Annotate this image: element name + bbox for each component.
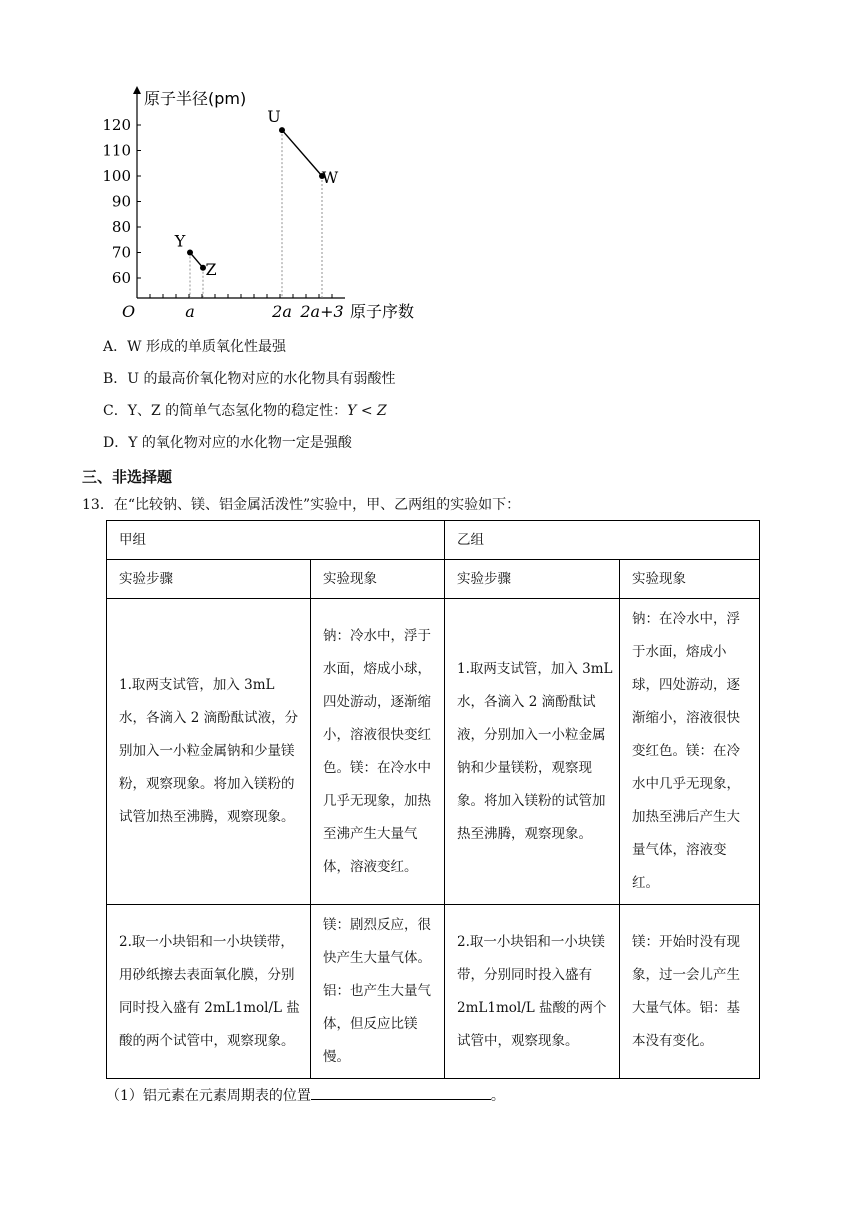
col-steps-b: 实验步骤 <box>445 560 620 599</box>
chart-plot <box>102 86 414 321</box>
option-c <box>103 400 396 432</box>
row2-b-steps: 2.取一小块铝和一小块镁带，分别同时投入盛有 2mL1mol/L 盐酸的两个试管中，观察现象。 <box>445 905 620 1079</box>
x-axis-label: 原子序数 <box>350 302 415 321</box>
point-label-u: U <box>267 107 281 127</box>
col-phenomena-a: 实验现象 <box>311 560 445 599</box>
data-point-u <box>279 127 285 133</box>
sub-question-end: 。 <box>490 1088 505 1104</box>
y-tick-label: 110 <box>102 141 131 160</box>
x-tick-label: 2a <box>272 302 292 321</box>
group-a-header: 甲组 <box>107 521 445 560</box>
row2-a-phenomena: 镁：剧烈反应，很快产生大量气体。铝：也产生大量气体，但反应比镁慢。 <box>311 905 445 1079</box>
col-steps-a: 实验步骤 <box>107 560 311 599</box>
y-tick-label: 80 <box>111 218 131 236</box>
atomic-radius-chart <box>100 80 440 330</box>
sub-question-text: （1）铝元素在元素周期表的位置 <box>106 1088 311 1104</box>
table-row <box>107 560 760 599</box>
answer-options <box>103 336 396 464</box>
table-row <box>107 905 760 1079</box>
table-row <box>107 521 760 560</box>
point-label-w: W <box>321 168 339 187</box>
option-c-formula: Y < Z <box>347 403 387 419</box>
y-tick-label: 100 <box>102 167 131 185</box>
segment-u-w <box>282 130 322 176</box>
col-phenomena-b: 实验现象 <box>620 560 760 599</box>
row1-b-phenomena: 钠：在冷水中，浮于水面，熔成小球，四处游动，逐渐缩小，溶液很快变红色。镁：在冷水中几乎无现象，加热至沸后产生大量气体，溶液变红。 <box>620 599 760 905</box>
question-13: 13．在“比较钠、镁、铝金属活泼性”实验中，甲、乙两组的实验如下： <box>82 497 521 513</box>
option-c-text: C．Y、Z 的简单气态氢化物的稳定性： <box>103 403 348 419</box>
row1-a-phenomena: 钠：冷水中，浮于水面，熔成小球，四处游动，逐渐缩小，溶液很快变红色。镁：在冷水中几乎无现象，加热至沸产生大量气体，溶液变红。 <box>311 599 445 905</box>
y-axis-label: 原子半径(pm) <box>144 89 247 108</box>
answer-blank[interactable] <box>311 1085 491 1100</box>
y-tick-label: 60 <box>111 269 131 287</box>
origin-label: O <box>122 302 136 321</box>
y-tick-label: 70 <box>111 243 131 262</box>
x-tick-label: 2a+3 <box>300 302 344 321</box>
section-title: 三、非选择题 <box>82 468 173 486</box>
row2-a-steps: 2.取一小块铝和一小块镁带，用砂纸擦去表面氧化膜，分别同时投入盛有 2mL1mol/L 盐酸的两个试管中，观察现象。 <box>107 905 311 1079</box>
row2-b-phenomena: 镁：开始时没有现象，过一会儿产生大量气体。铝：基本没有变化。 <box>620 905 760 1079</box>
x-tick-label: a <box>185 302 195 321</box>
row1-b-steps: 1.取两支试管，加入 3mL 水，各滴入 2 滴酚酞试液，分别加入一小粒金属钠和少量镁粉，观察现象。将加入镁粉的试管加热至沸腾，观察现象。 <box>445 599 620 905</box>
row1-a-steps: 1.取两支试管，加入 3mL 水，各滴入 2 滴酚酞试液，分别加入一小粒金属钠和少量镁粉，观察现象。将加入镁粉的试管加热至沸腾，观察现象。 <box>107 599 311 905</box>
option-a: A．W 形成的单质氧化性最强 <box>103 339 286 355</box>
point-label-y: Y <box>174 231 186 251</box>
sub-question-1 <box>106 1085 505 1105</box>
option-b: B．U 的最高价氧化物对应的水化物具有弱酸性 <box>103 371 396 387</box>
y-axis-arrow <box>133 86 141 94</box>
option-d: D．Y 的氧化物对应的水化物一定是强酸 <box>103 435 352 451</box>
data-point-y <box>187 250 193 256</box>
table-row <box>107 599 760 905</box>
point-label-z: Z <box>205 259 217 279</box>
y-tick-label: 90 <box>111 192 131 211</box>
y-tick-label: 120 <box>102 116 131 134</box>
segment-y-z <box>190 253 203 268</box>
experiment-table <box>106 520 760 1079</box>
group-b-header: 乙组 <box>445 521 760 560</box>
